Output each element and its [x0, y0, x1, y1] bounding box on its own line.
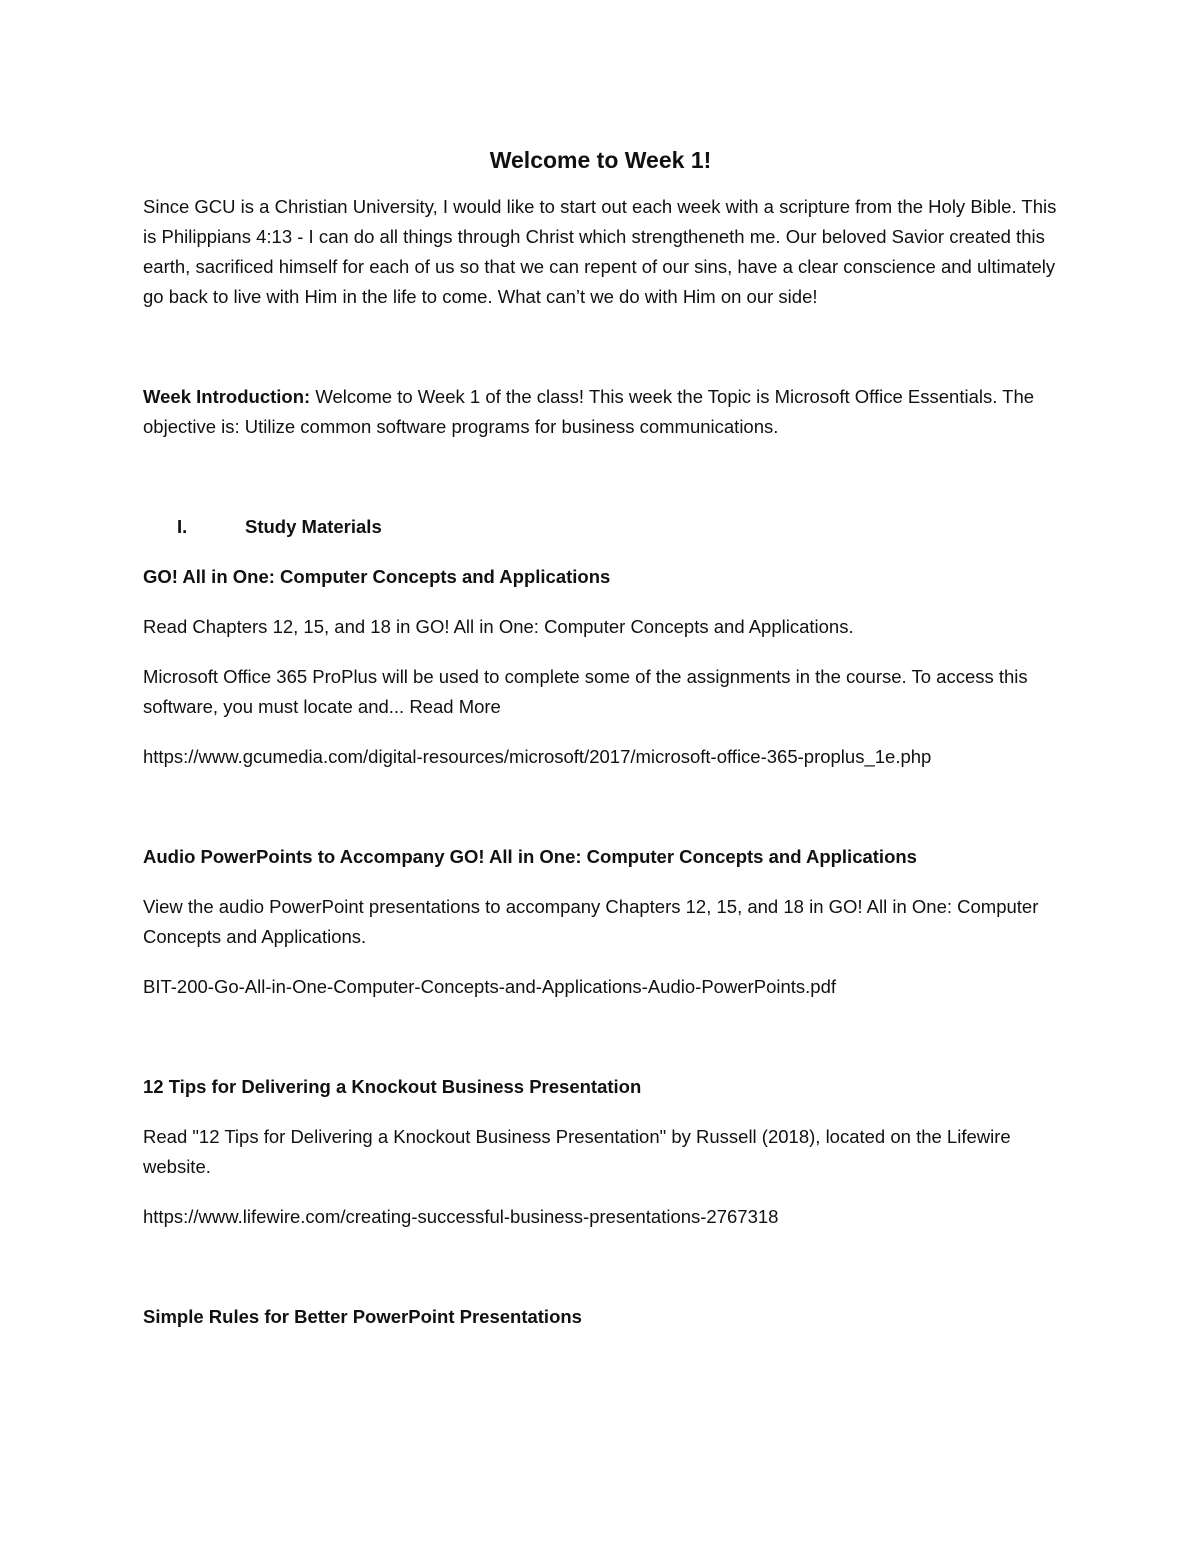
document-content — [143, 140, 1058, 1332]
section-number: I. — [177, 516, 188, 537]
resource-link[interactable]: https://www.lifewire.com/creating-successful-business-presentations-2767318 — [143, 1206, 779, 1227]
resource-heading: Simple Rules for Better PowerPoint Presentations — [143, 1306, 582, 1327]
section-heading — [143, 512, 1058, 542]
week-introduction-label: Week Introduction: — [143, 386, 311, 407]
resource-link[interactable]: BIT-200-Go-All-in-One-Computer-Concepts-and-Applications-Audio-PowerPoints.pdf — [143, 976, 837, 997]
week-introduction-paragraph — [143, 382, 1058, 442]
week-introduction-text: Welcome to Week 1 of the class! This week the Topic is Microsoft Office Essentials. The objective is: Utilize common software programs for business communications. — [143, 386, 1035, 437]
resource-heading: GO! All in One: Computer Concepts and Applications — [143, 566, 611, 587]
resource-description: Read Chapters 12, 15, and 18 in GO! All in One: Computer Concepts and Applications. — [143, 616, 854, 637]
resource-heading: Audio PowerPoints to Accompany GO! All in One: Computer Concepts and Applications — [143, 846, 917, 867]
resource-description[interactable]: Microsoft Office 365 ProPlus will be used to complete some of the assignments in the course. To access this software, you must locate and... Read More — [143, 666, 1028, 717]
resource-heading: 12 Tips for Delivering a Knockout Business Presentation — [143, 1076, 642, 1097]
resource-description: Read "12 Tips for Delivering a Knockout Business Presentation" by Russell (2018), located on the Lifewire website. — [143, 1126, 1011, 1177]
resource-description: View the audio PowerPoint presentations to accompany Chapters 12, 15, and 18 in GO! All in One: Computer Concepts and Applications. — [143, 896, 1039, 947]
resource-link[interactable]: https://www.gcumedia.com/digital-resources/microsoft/2017/microsoft-office-365-proplus_1e.php — [143, 746, 932, 767]
section-title: Study Materials — [245, 516, 382, 537]
page-title: Welcome to Week 1! — [489, 147, 712, 173]
intro-paragraph: Since GCU is a Christian University, I would like to start out each week with a scripture from the Holy Bible. This is Philippians 4:13 - I can do all things through Christ which strengtheneth me. Our beloved Savior created this earth, sacrificed himself for each of us so that we can repent of our sins, have a clear conscience and ultimately go back to live with Him in the life to come. What can’t we do with Him on our side! — [143, 196, 1057, 307]
